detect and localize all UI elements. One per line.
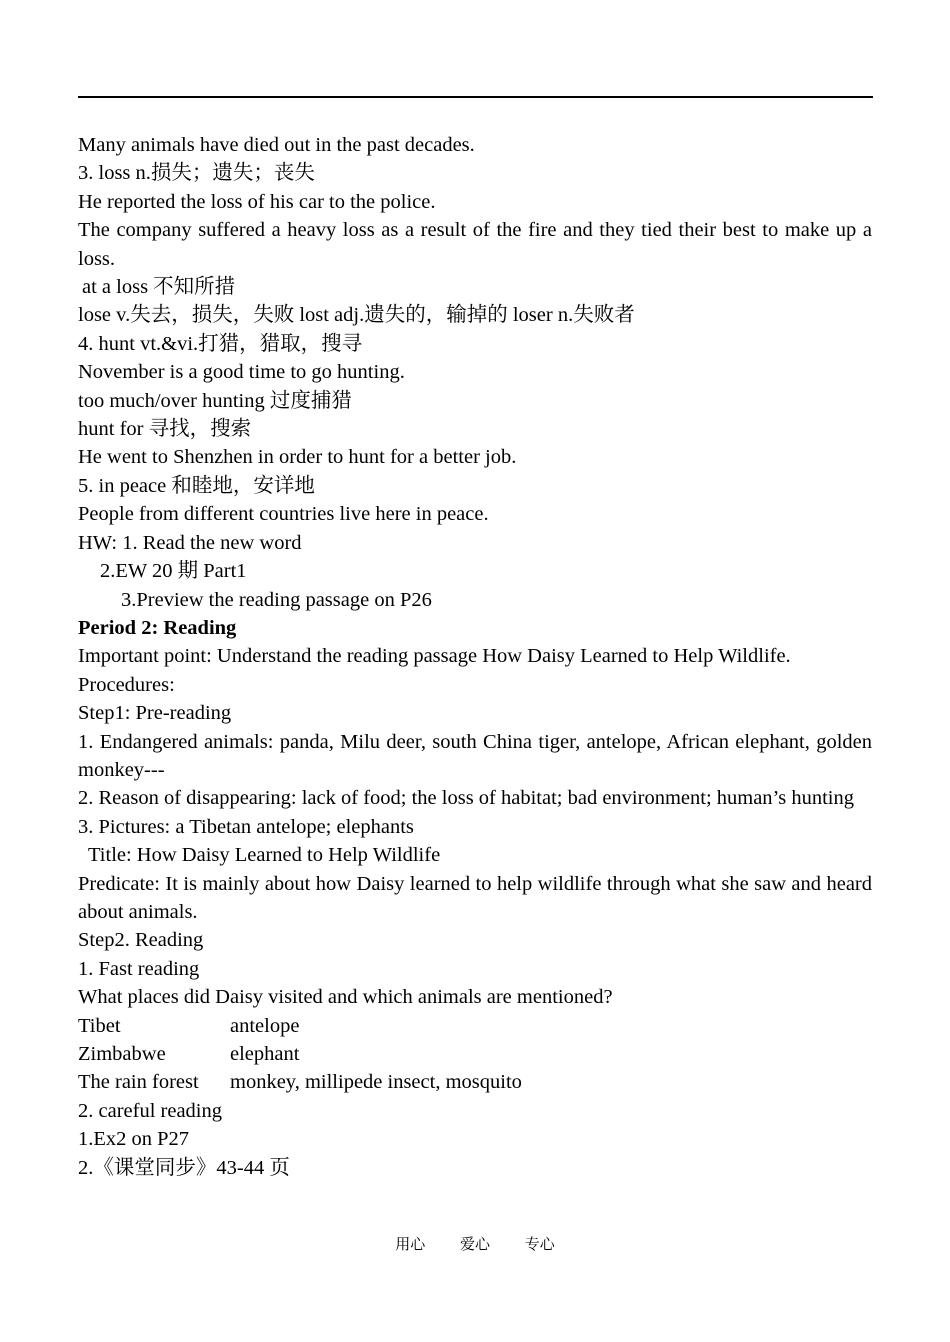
places-row <box>78 1040 872 1068</box>
animals-cell: antelope <box>230 1014 300 1037</box>
text-line: Many animals have died out in the past decades. <box>78 134 475 156</box>
vocab-heading: 4. hunt vt.&vi.打猎，猎取，搜寻 <box>78 332 363 355</box>
vocab-heading: 5. in peace 和睦地，安详地 <box>78 474 315 497</box>
text-line: Important point: Understand the reading passage How Daisy Learned to Help Wildlife. <box>78 645 791 668</box>
animals-cell: monkey, millipede insect, mosquito <box>230 1071 522 1094</box>
text-line: The company suffered a heavy loss as a result of the fire and they tied their best to make up a loss. <box>78 219 872 270</box>
text-line: hunt for 寻找，搜索 <box>78 418 252 441</box>
text-line: Procedures: <box>78 673 175 696</box>
text-line: He reported the loss of his car to the police. <box>78 190 436 213</box>
text-line: lose v.失去，损失，失败 lost adj.遗失的，输掉的 loser n.失败者 <box>78 304 635 327</box>
page-footer <box>0 1233 950 1254</box>
document-body <box>78 131 872 1182</box>
text-line: at a loss 不知所措 <box>82 276 236 299</box>
homework-line: HW: 1. Read the new word <box>78 531 302 554</box>
footer-word: 专心 <box>524 1235 555 1253</box>
homework-line: 3.Preview the reading passage on P26 <box>121 588 432 611</box>
place-cell: The rain forest <box>78 1071 199 1094</box>
text-line: 1.Ex2 on P27 <box>78 1128 190 1151</box>
places-row <box>78 1068 872 1096</box>
animals-cell: elephant <box>230 1043 300 1065</box>
text-line: too much/over hunting 过度捕猎 <box>78 389 352 412</box>
header-rule <box>78 96 873 98</box>
text-line: 2. Reason of disappearing: lack of food; the loss of habitat; bad environment; human’s hunting <box>78 787 854 810</box>
text-line: 1. Fast reading <box>78 957 200 980</box>
text-line: 3. Pictures: a Tibetan antelope; elephants <box>78 815 414 838</box>
text-line: What places did Daisy visited and which animals are mentioned? <box>78 986 613 1009</box>
text-line: People from different countries live here in peace. <box>78 503 489 526</box>
place-cell: Zimbabwe <box>78 1043 166 1065</box>
text-line: He went to Shenzhen in order to hunt for a better job. <box>78 446 517 469</box>
footer-word: 爱心 <box>459 1235 490 1253</box>
homework-line: 2.EW 20 期 Part1 <box>100 560 247 583</box>
text-line: 2. careful reading <box>78 1099 222 1122</box>
place-cell: Tibet <box>78 1014 121 1037</box>
text-line: 2.《课堂同步》43-44 页 <box>78 1156 290 1179</box>
text-line: November is a good time to go hunting. <box>78 361 405 384</box>
step-heading: Step1: Pre-reading <box>78 702 232 725</box>
footer-word: 用心 <box>395 1235 426 1253</box>
step-heading: Step2. Reading <box>78 929 204 952</box>
vocab-heading: 3. loss n.损失；遗失；丧失 <box>78 162 315 185</box>
text-line: Title: How Daisy Learned to Help Wildlife <box>88 844 441 867</box>
places-row <box>78 1012 872 1040</box>
section-heading: Period 2: Reading <box>78 616 237 639</box>
text-line: 1. Endangered animals: panda, Milu deer, south China tiger, antelope, African elephant, golden monkey--- <box>78 730 872 781</box>
text-line: Predicate: It is mainly about how Daisy learned to help wildlife through what she saw and heard about animals. <box>78 872 872 923</box>
